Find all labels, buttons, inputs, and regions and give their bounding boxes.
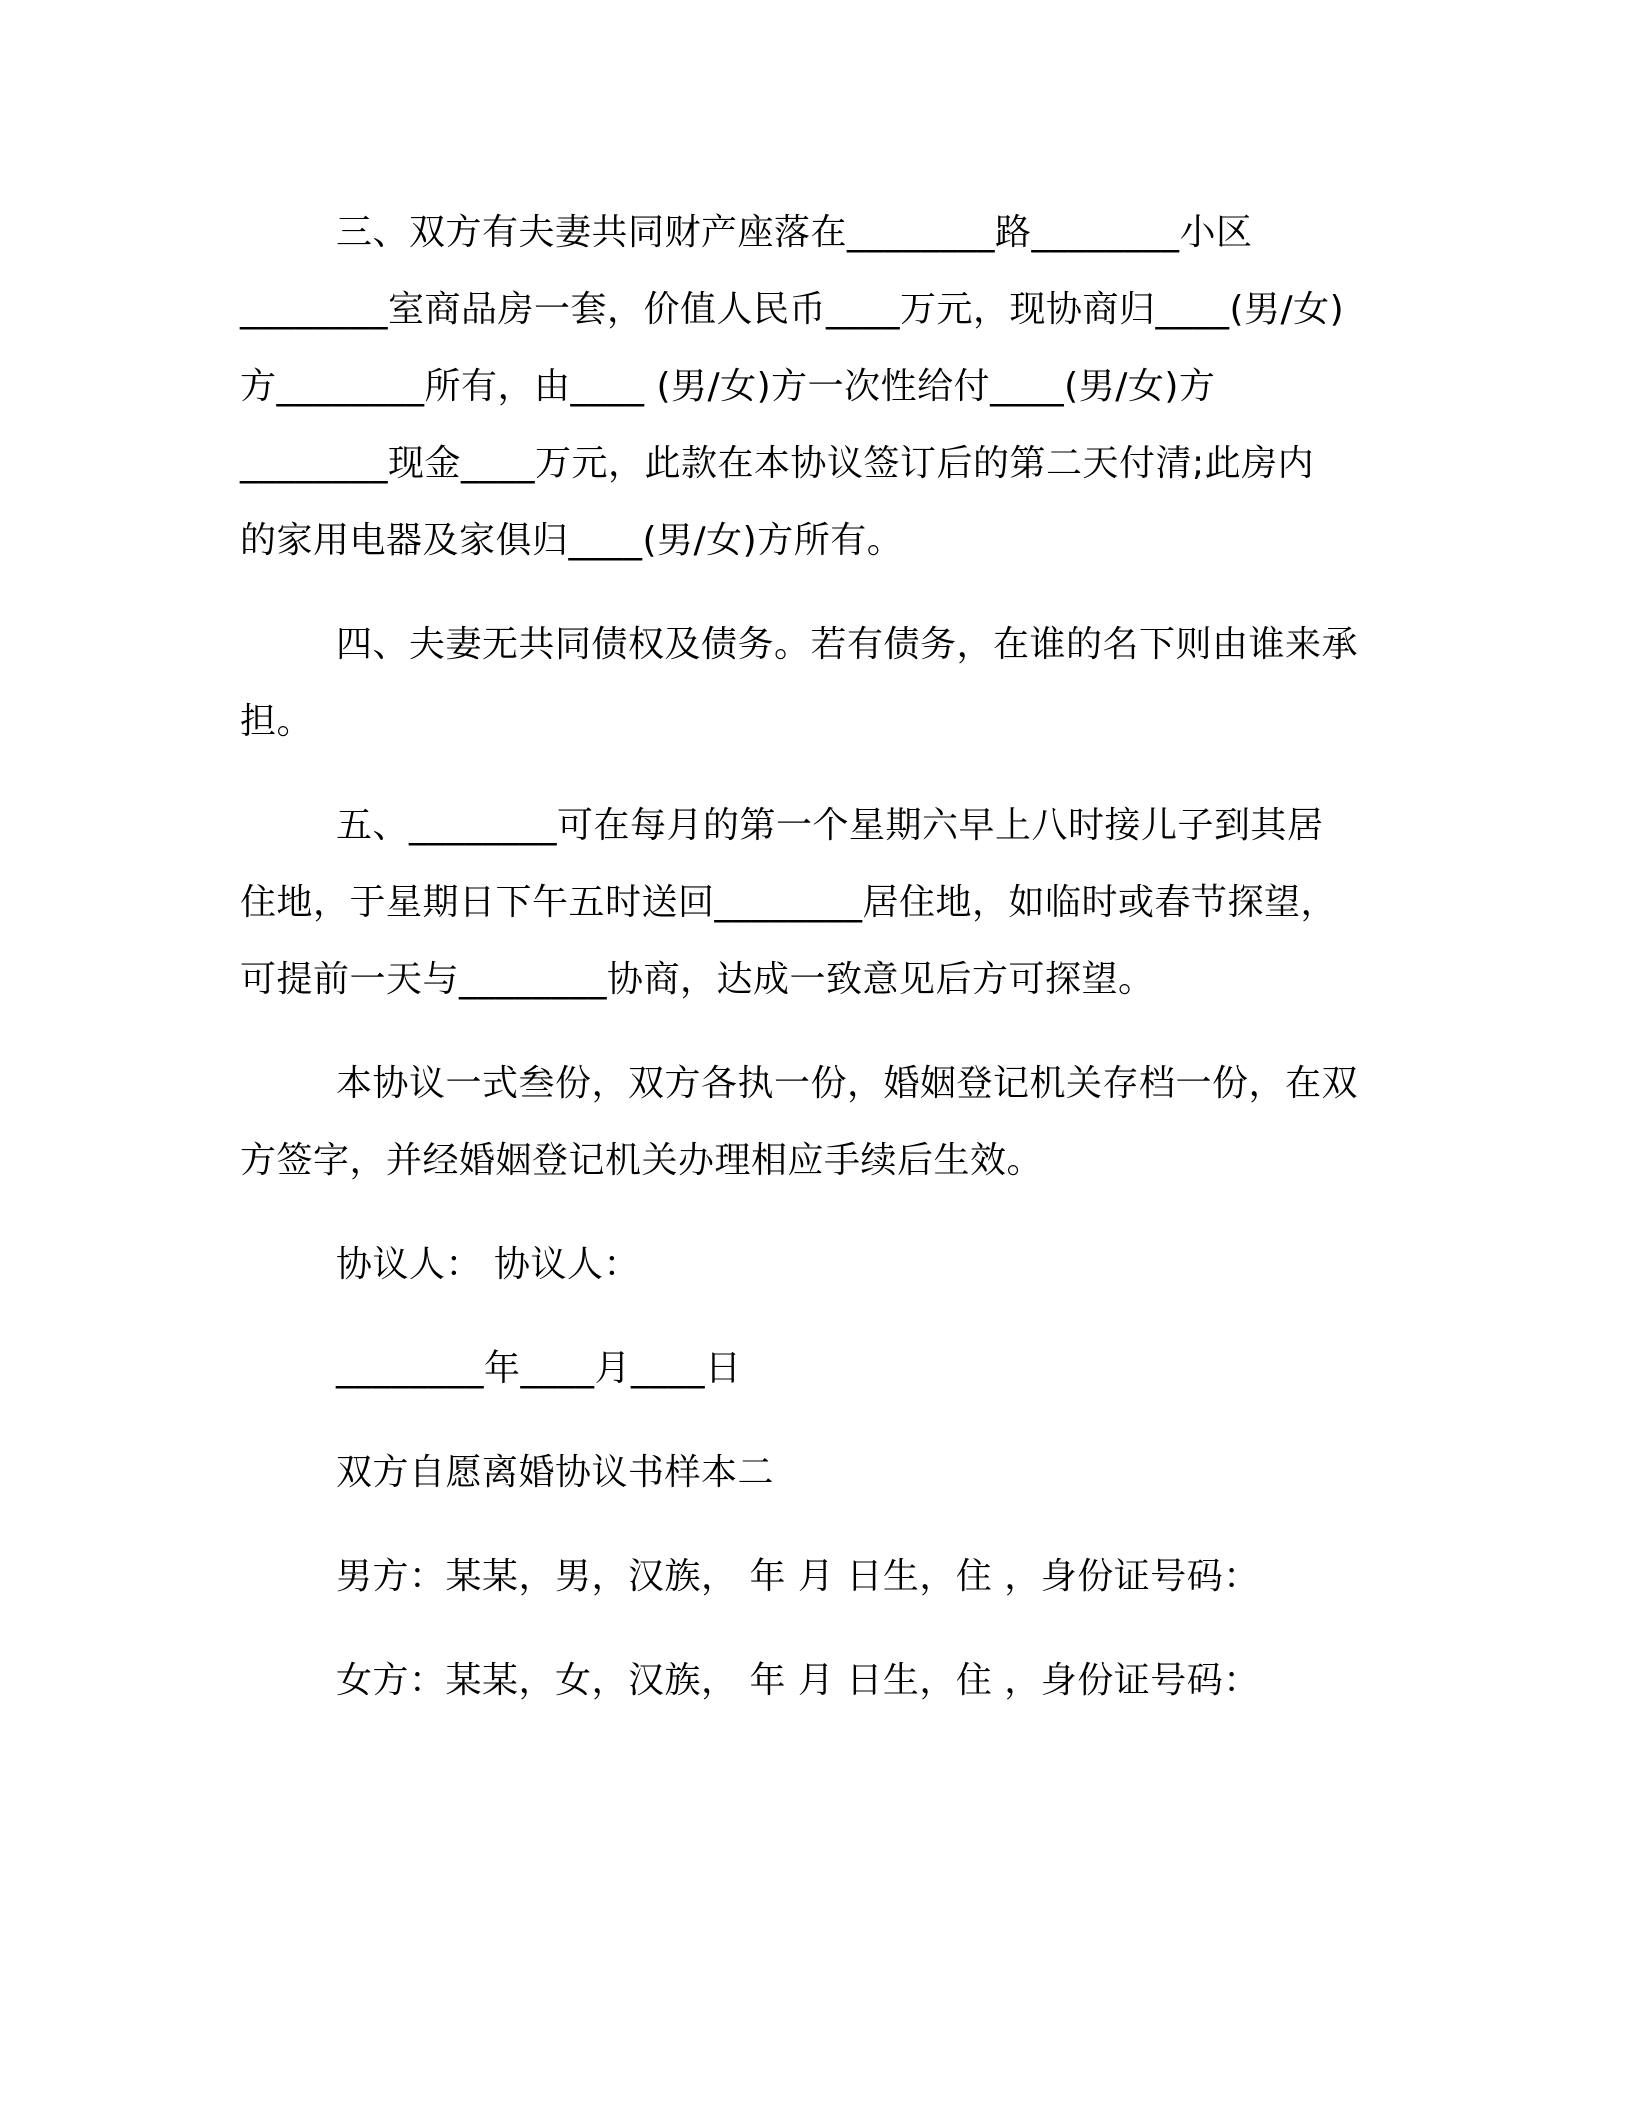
clause-three-line-1: 三、双方有夫妻共同财产座落在________路________小区 xyxy=(336,212,1253,253)
clause-five-line-3: 可提前一天与________协商，达成一致意见后方可探望。 xyxy=(240,959,1155,1000)
clause-three-line-3: 方________所有，由____ (男/女)方一次性给付____(男/女)方 xyxy=(240,366,1216,407)
clause-five-line-1: 五、________可在每月的第一个星期六早上八时接儿子到其居 xyxy=(336,805,1324,846)
clause-four-line-2: 担。 xyxy=(240,701,314,742)
clause-three-property xyxy=(240,194,1400,579)
date-line: ________年____月____日 xyxy=(336,1348,742,1389)
signatories-line: 协议人： 协议人： xyxy=(336,1244,640,1285)
document-body xyxy=(240,194,1400,1746)
clause-three-line-2: ________室商品房一套，价值人民币____万元，现协商归____(男/女) xyxy=(240,289,1345,330)
clause-five-line-2: 住地，于星期日下午五时送回________居住地，如临时或春节探望， xyxy=(240,882,1338,923)
effect-clause xyxy=(240,1045,1400,1199)
clause-five-visitation xyxy=(240,787,1400,1018)
effect-clause-line-2: 方签字，并经婚姻登记机关办理相应手续后生效。 xyxy=(240,1140,1044,1181)
sample-two-title: 双方自愿离婚协议书样本二 xyxy=(336,1452,775,1493)
male-party-info: 男方：某某，男，汉族， 年 月 日生，住 ，身份证号码： xyxy=(336,1556,1260,1597)
clause-four-line-1: 四、夫妻无共同债权及债务。若有债务，在谁的名下则由谁来承 xyxy=(336,624,1359,665)
female-party-info: 女方：某某，女，汉族， 年 月 日生，住 ，身份证号码： xyxy=(336,1660,1260,1701)
effect-clause-line-1: 本协议一式叁份，双方各执一份，婚姻登记机关存档一份，在双 xyxy=(336,1063,1359,1104)
clause-three-line-4: ________现金____万元，此款在本协议签订后的第二天付清;此房内 xyxy=(240,443,1315,484)
clause-four-debts xyxy=(240,606,1400,760)
clause-three-line-5: 的家用电器及家俱归____(男/女)方所有。 xyxy=(240,520,904,561)
